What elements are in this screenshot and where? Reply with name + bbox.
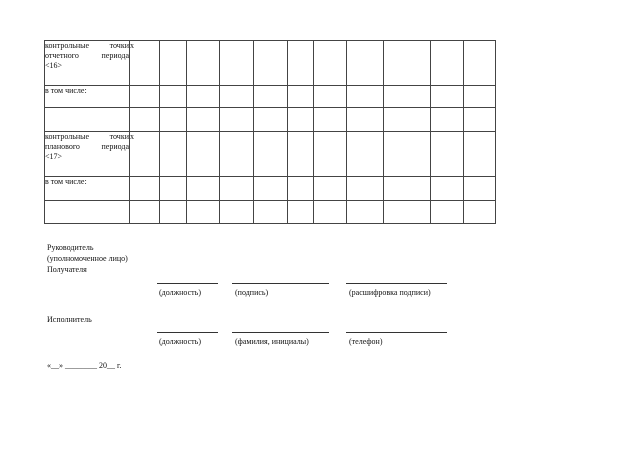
table-cell (314, 132, 347, 177)
head-signature-line (232, 283, 329, 284)
table-cell (431, 177, 464, 201)
row-label-line: отчетного периода (45, 51, 129, 60)
table-cell (254, 86, 288, 108)
head-decoding-caption: (расшифровка подписи) (349, 288, 431, 297)
executor-phone-caption: (телефон) (349, 337, 383, 346)
table-cell (254, 201, 288, 224)
head-title-line-3: Получателя (47, 265, 87, 274)
row-mark-cell (130, 132, 160, 177)
table-cell (347, 41, 384, 86)
table-cell (431, 132, 464, 177)
table-cell (431, 41, 464, 86)
table-cell (254, 108, 288, 132)
head-position-line (157, 283, 218, 284)
table-row (45, 177, 496, 201)
head-signature-caption: (подпись) (235, 288, 269, 297)
table-cell (464, 201, 496, 224)
row-mark: x (130, 132, 134, 141)
row-mark-cell (130, 177, 160, 201)
table-cell (220, 108, 254, 132)
table-cell (384, 132, 431, 177)
table-cell (220, 177, 254, 201)
head-title-line-2: (уполномоченное лицо) (47, 254, 128, 263)
table-cell (160, 201, 187, 224)
table-cell (254, 132, 288, 177)
executor-label: Исполнитель (47, 315, 92, 324)
executor-position-line (157, 332, 218, 333)
table-cell (160, 132, 187, 177)
table-cell (384, 41, 431, 86)
table-cell (187, 41, 220, 86)
table-cell (288, 108, 314, 132)
row-mark-cell (130, 41, 160, 86)
table-row (45, 86, 496, 108)
table-cell (464, 177, 496, 201)
table-cell (288, 177, 314, 201)
table-cell (288, 41, 314, 86)
table-cell (160, 41, 187, 86)
row-mark: x (130, 41, 134, 50)
table-cell (160, 86, 187, 108)
table-cell (384, 86, 431, 108)
row-label-cell (45, 86, 130, 108)
row-mark-cell (130, 201, 160, 224)
table-cell (314, 177, 347, 201)
table-cell (187, 201, 220, 224)
table-cell (220, 41, 254, 86)
table-cell (160, 108, 187, 132)
executor-position-caption: (должность) (159, 337, 201, 346)
executor-phone-line (346, 332, 447, 333)
table-cell (347, 201, 384, 224)
table-cell (220, 201, 254, 224)
table-cell (347, 132, 384, 177)
table-cell (384, 201, 431, 224)
row-label-text: в том числе: (45, 86, 87, 95)
table-cell (254, 41, 288, 86)
row-label-line: планового периода (45, 142, 129, 151)
table-cell (384, 177, 431, 201)
head-decoding-line (346, 283, 447, 284)
table-cell (384, 108, 431, 132)
row-label-cell (45, 201, 130, 224)
table-cell (464, 132, 496, 177)
head-position-caption: (должность) (159, 288, 201, 297)
row-mark-cell (130, 86, 160, 108)
table-row (45, 108, 496, 132)
row-label-cell (45, 108, 130, 132)
table-cell (347, 86, 384, 108)
table-cell (187, 132, 220, 177)
row-label-line: контрольные точки (45, 41, 129, 50)
table-cell (288, 132, 314, 177)
table-cell (347, 177, 384, 201)
table-cell (314, 41, 347, 86)
table-cell (464, 108, 496, 132)
row-mark-cell (130, 108, 160, 132)
table-cell (431, 201, 464, 224)
table-cell (431, 86, 464, 108)
table-cell (431, 108, 464, 132)
table-row (45, 201, 496, 224)
table-cell (220, 86, 254, 108)
table-cell (464, 86, 496, 108)
table-row (45, 41, 496, 86)
executor-name-caption: (фамилия, инициалы) (235, 337, 309, 346)
row-label-cell (45, 177, 130, 201)
table-cell (187, 108, 220, 132)
row-label-text: <17> (45, 152, 63, 161)
table-cell (187, 177, 220, 201)
table-cell (464, 41, 496, 86)
table-cell (314, 86, 347, 108)
table-cell (187, 86, 220, 108)
table-cell (314, 108, 347, 132)
table-cell (160, 177, 187, 201)
executor-name-line (232, 332, 329, 333)
row-label-line: контрольные точки (45, 132, 129, 141)
row-label-text: <16> (45, 61, 63, 70)
table-cell (220, 132, 254, 177)
row-label-cell (45, 132, 130, 177)
row-label-cell (45, 41, 130, 86)
table-cell (347, 108, 384, 132)
row-label-text: в том числе: (45, 177, 87, 186)
table-cell (288, 201, 314, 224)
report-table (44, 40, 496, 224)
table-row (45, 132, 496, 177)
table-cell (254, 177, 288, 201)
table-cell (288, 86, 314, 108)
head-title-line-1: Руководитель (47, 243, 94, 252)
date-line: «__» ________ 20__ г. (47, 361, 122, 370)
table-cell (314, 201, 347, 224)
